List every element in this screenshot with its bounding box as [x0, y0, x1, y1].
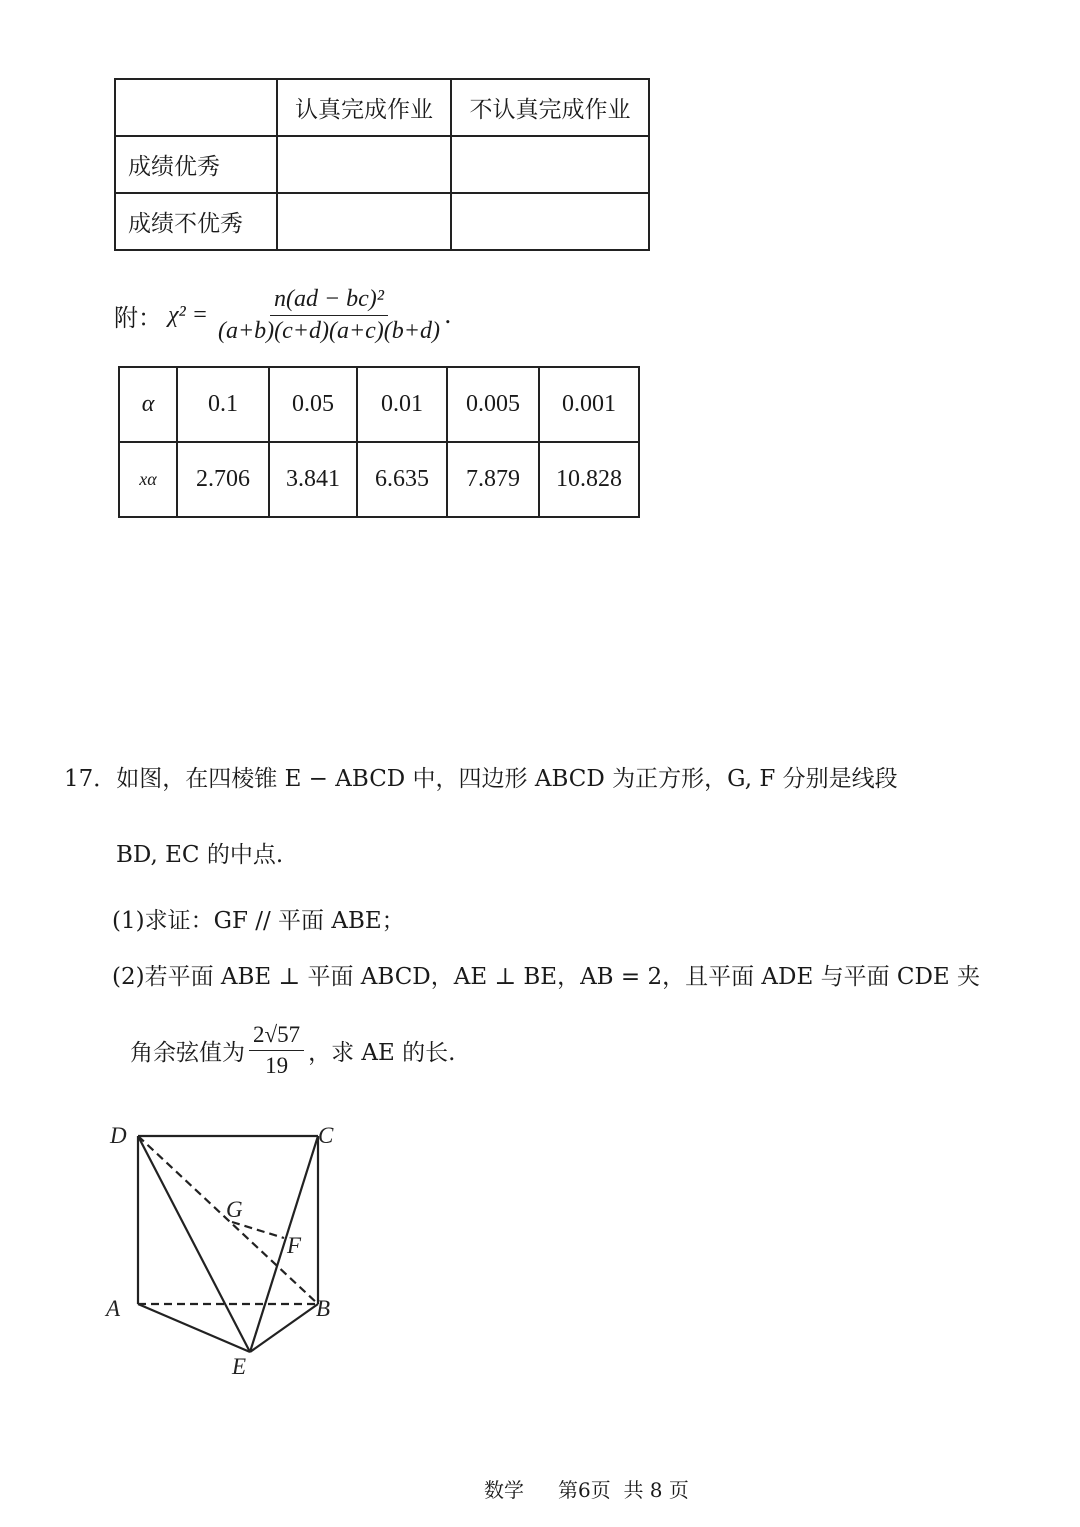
fraction-numerator: 2√57 [249, 1022, 304, 1051]
label-E: E [232, 1354, 247, 1379]
problem-17-part-2: (2)若平面 ABE ⊥ 平面 ABCD，AE ⊥ BE，AB = 2，且平面 ADE 与平面 CDE 夹 [112, 964, 981, 990]
label-F: F [287, 1233, 302, 1258]
row-label: α [119, 367, 177, 442]
formula-prefix: 附： [114, 303, 162, 332]
formula-denominator: (a+b)(c+d)(a+c)(b+d) [217, 317, 440, 344]
table-cell: 0.005 [447, 367, 539, 442]
table-header: 不认真完成作业 [451, 79, 649, 136]
text: 角余弦值为 [130, 1040, 245, 1066]
fraction-denominator: 19 [265, 1053, 289, 1078]
row-label: xα [119, 442, 177, 517]
text: ，求 AE 的长. [308, 1040, 456, 1066]
table-cell: 3.841 [269, 442, 357, 517]
formula-lhs: χ² = [168, 301, 208, 328]
label-C: C [318, 1123, 334, 1148]
label-D: D [110, 1123, 127, 1148]
table-cell: 2.706 [177, 442, 269, 517]
label-A: A [106, 1296, 121, 1321]
problem-17-text: 17．如图，在四棱锥 E − ABCD 中，四边形 ABCD 为正方形，G, F 分别是线段 [64, 766, 898, 792]
table-cell: 0.01 [357, 367, 447, 442]
row-label: 成绩优秀 [115, 136, 277, 193]
footer-total-pages: 共 8 页 [623, 1478, 689, 1502]
problem-17-part-1: (1)求证：GF // 平面 ABE； [112, 908, 405, 934]
formula-suffix: . [443, 301, 452, 329]
problem-17-text-cont: BD, EC 的中点. [116, 842, 284, 868]
row-label: 成绩不优秀 [115, 193, 277, 250]
table-cell: 0.05 [269, 367, 357, 442]
table-cell: 0.1 [177, 367, 269, 442]
label-B: B [316, 1296, 331, 1321]
page-footer [484, 1474, 689, 1503]
formula-numerator: n(ad − bc)² [270, 286, 388, 316]
footer-page-number: 第6页 [558, 1478, 611, 1502]
table-cell: 7.879 [447, 442, 539, 517]
label-G: G [226, 1197, 243, 1222]
footer-subject: 数学 [484, 1478, 524, 1502]
table-cell: 6.635 [357, 442, 447, 517]
table-cell: 0.001 [539, 367, 639, 442]
table-header: 认真完成作业 [277, 79, 451, 136]
table-cell: 10.828 [539, 442, 639, 517]
